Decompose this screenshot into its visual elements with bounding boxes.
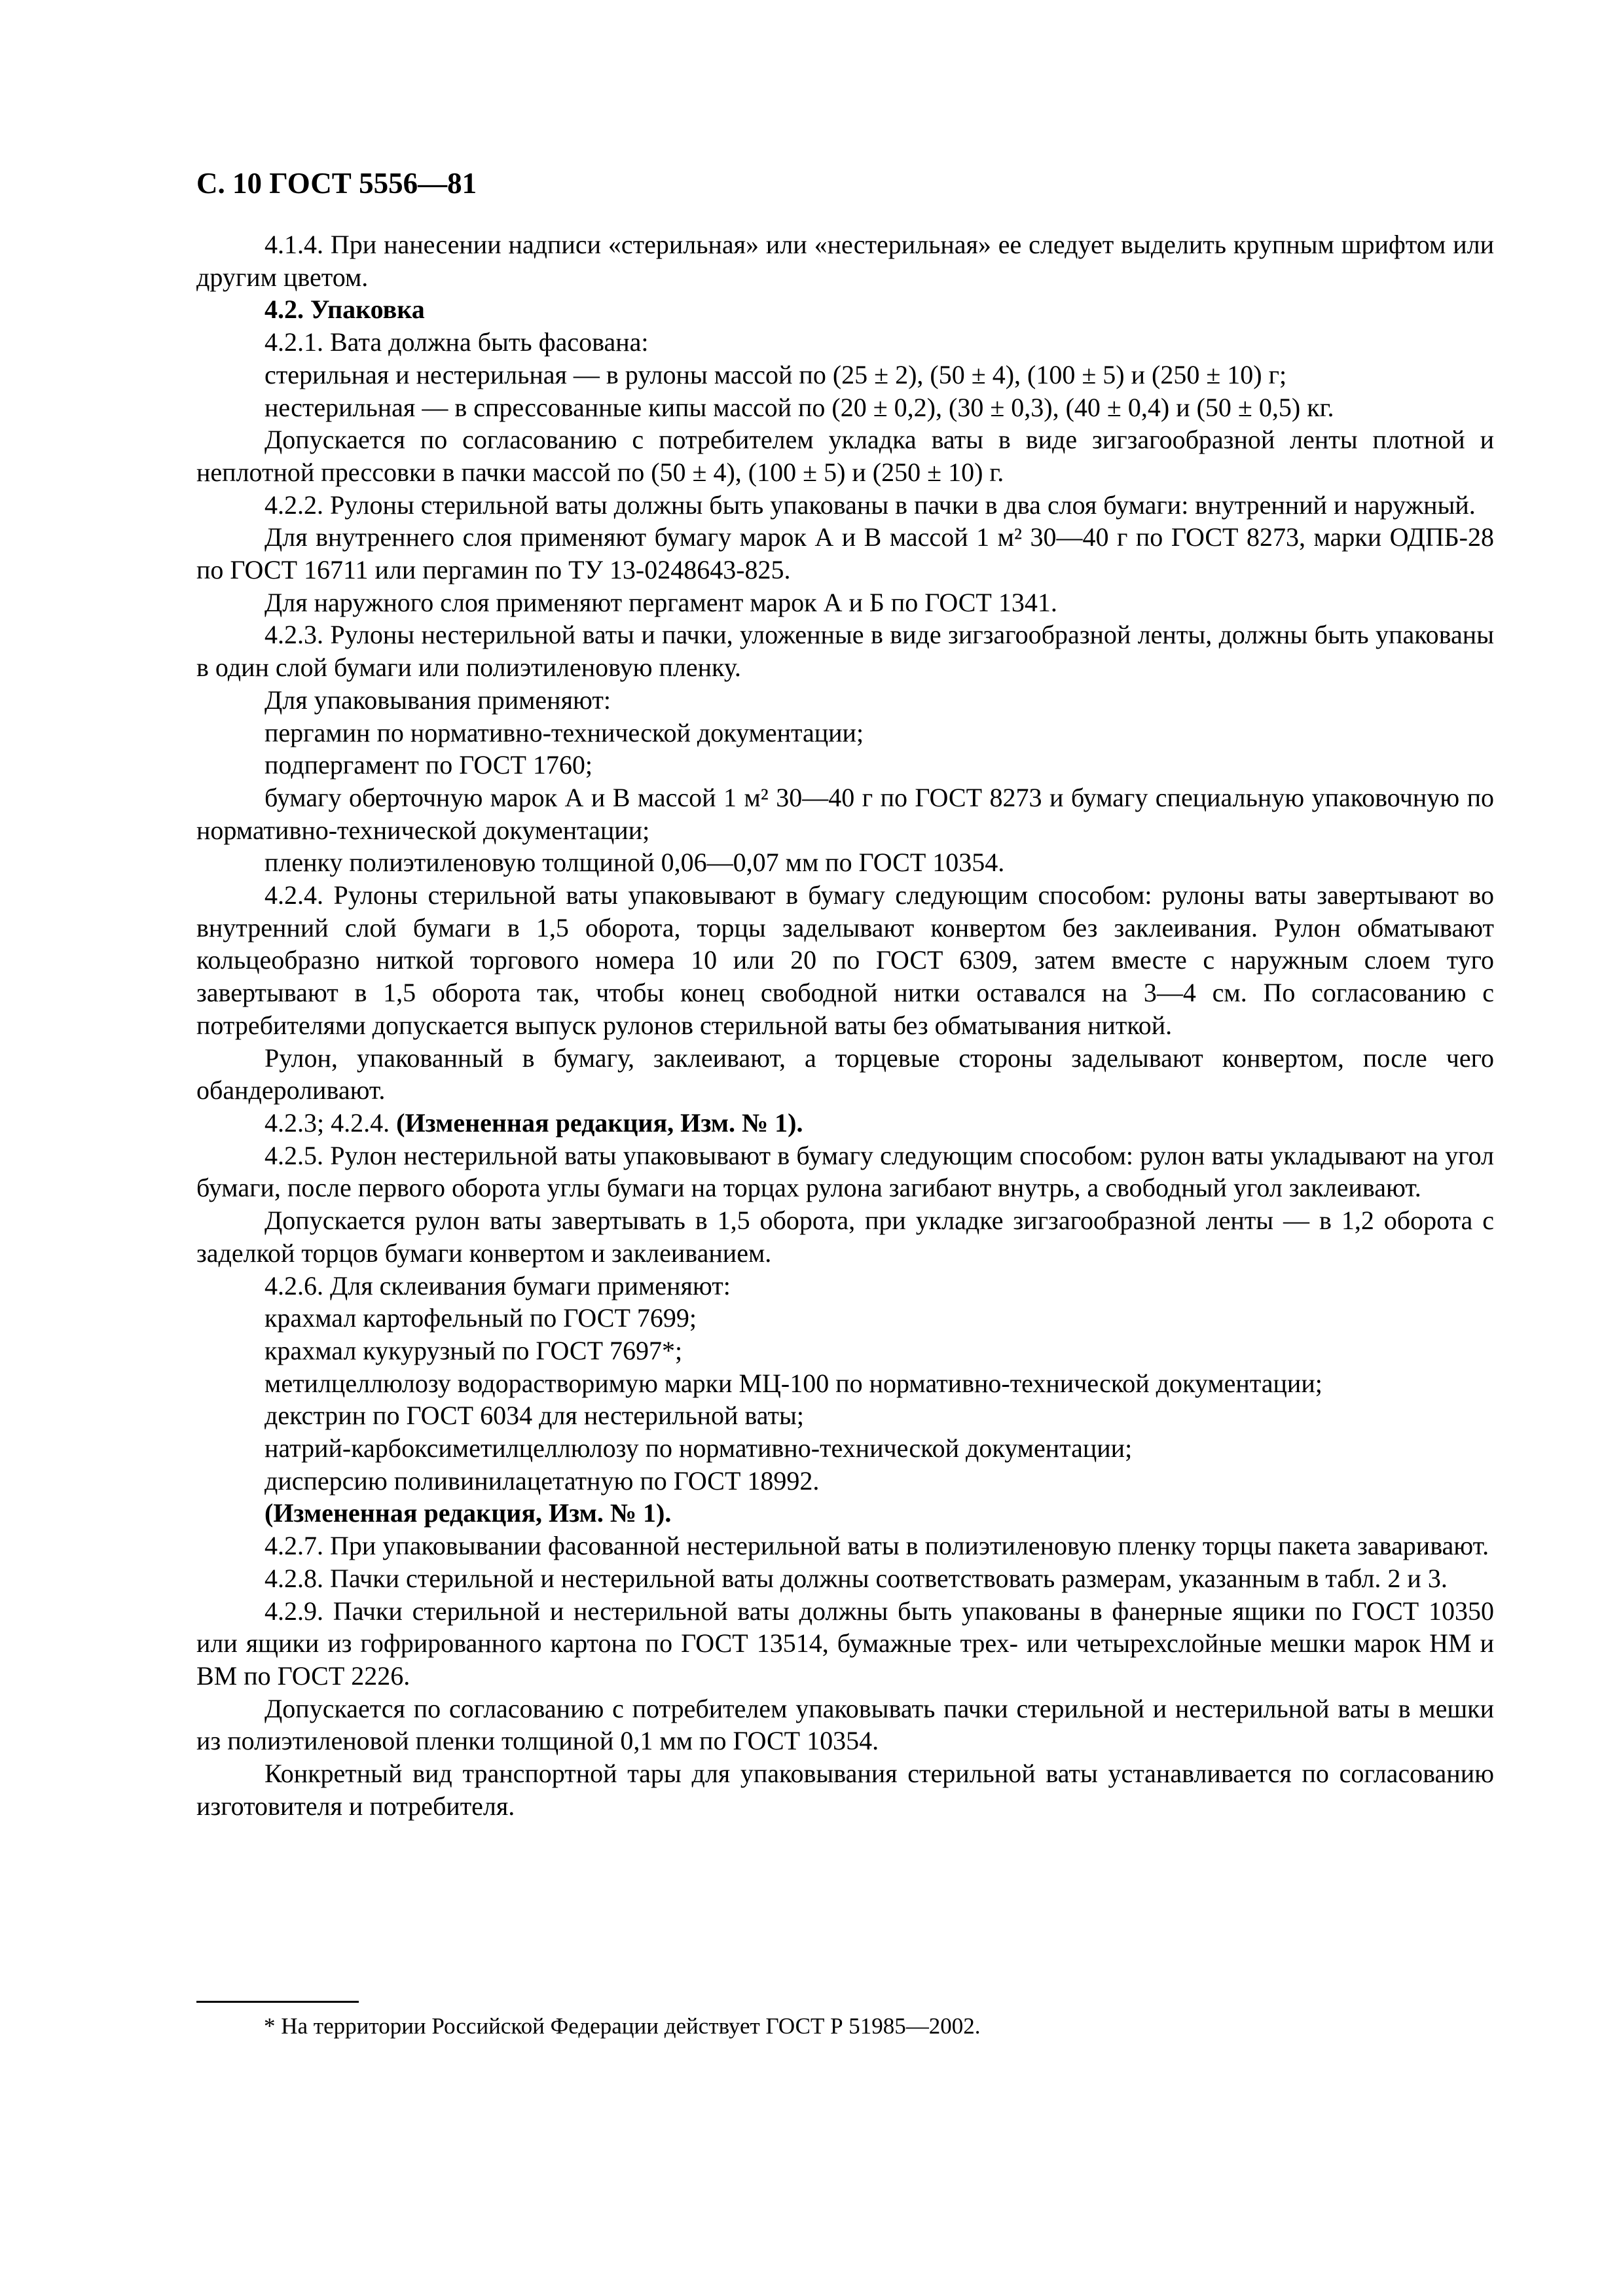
amendment-refs: 4.2.3; 4.2.4. bbox=[264, 1107, 390, 1138]
paragraph: Для упаковывания применяют: bbox=[264, 685, 611, 715]
paragraph-4-1-4: 4.1.4. При нанесении надписи «стерильная» или «нестерильная» ее следует выделить крупным шрифтом или другим цветом. bbox=[196, 230, 1494, 292]
footnote: * На территории Российской Федерации действует ГОСТ Р 51985—2002. bbox=[264, 2013, 981, 2039]
list-item: декстрин по ГОСТ 6034 для нестерильной ваты; bbox=[264, 1401, 804, 1431]
amendment-label: (Измененная редакция, Изм. № 1). bbox=[264, 1498, 672, 1528]
paragraph: Допускается по согласованию с потребителем укладка ваты в виде зигзагообразной ленты плотной и неплотной прессовки в пачки массой по (50 ± 4), (100 ± 5) и (250 ± 10) г. bbox=[196, 425, 1494, 487]
footnote-divider bbox=[196, 2001, 359, 2003]
paragraph: Конкретный вид транспортной тары для упаковывания стерильной ваты устанавливается по согласованию изготовителя и потребителя. bbox=[196, 1759, 1494, 1821]
paragraph-4-2-4: 4.2.4. Рулоны стерильной ваты упаковывают в бумагу следующим способом: рулоны ваты завертывают во внутренний слой бумаги в 1,5 оборота, торцы заделывают конвертом без заклеивания. Рулон обматывают кольцеобразно ниткой торгового номера 10 или 20 по ГОСТ 6309, затем вместе с наружным слоем туго завертывают в 1,5 оборота так, чтобы конец свободной нитки оставался на 3—4 см. По согласованию с потребителями допускается выпуск рулонов стерильной ваты без обматывания ниткой. bbox=[196, 880, 1494, 1040]
paragraph-4-2-1: 4.2.1. Вата должна быть фасована: bbox=[264, 327, 649, 357]
paragraph-4-2-6: 4.2.6. Для склеивания бумаги применяют: bbox=[264, 1270, 731, 1300]
paragraph-4-2-2: 4.2.2. Рулоны стерильной ваты должны быть упакованы в пачки в два слоя бумаги: внутренний и наружный. bbox=[264, 490, 1476, 520]
paragraph-4-2-8: 4.2.8. Пачки стерильной и нестерильной ваты должны соответствовать размерам, указанным в табл. 2 и 3. bbox=[264, 1563, 1448, 1593]
list-item: дисперсию поливинилацетатную по ГОСТ 18992. bbox=[264, 1465, 820, 1496]
paragraph: Допускается рулон ваты завертывать в 1,5 оборота, при укладке зигзагообразной ленты — в 1,2 оборота с заделкой торцов бумаги конвертом и заклеиванием. bbox=[196, 1206, 1494, 1268]
list-item: крахмал картофельный по ГОСТ 7699; bbox=[264, 1303, 697, 1333]
list-item: стерильная и нестерильная — в рулоны массой по (25 ± 2), (50 ± 4), (100 ± 5) и (250 ± 10) г; bbox=[264, 359, 1287, 389]
section-heading-4-2: 4.2. Упаковка bbox=[264, 295, 425, 325]
list-item: пергамин по нормативно-технической документации; bbox=[264, 717, 864, 747]
list-item: бумагу оберточную марок А и В массой 1 м² 30—40 г по ГОСТ 8273 и бумагу специальную упаковочную по нормативно-технической документации; bbox=[196, 782, 1494, 845]
paragraph-4-2-9: 4.2.9. Пачки стерильной и нестерильной ваты должны быть упакованы в фанерные ящики по ГОСТ 10350 или ящики из гофрированного картона по ГОСТ 13514, бумажные трех- или четырехслойные мешки марок НМ и ВМ по ГОСТ 2226. bbox=[196, 1596, 1494, 1691]
paragraph: Рулон, упакованный в бумагу, заклеивают, а торцевые стороны заделывают конвертом, после чего обандероливают. bbox=[196, 1043, 1494, 1105]
list-item: нестерильная — в спрессованные кипы массой по (20 ± 0,2), (30 ± 0,3), (40 ± 0,4) и (50 ± 0,5) кг. bbox=[264, 392, 1334, 422]
paragraph-4-2-7: 4.2.7. При упаковывании фасованной нестерильной ваты в полиэтиленовую пленку торцы пакета заваривают. bbox=[264, 1531, 1489, 1561]
list-item: подпергамент по ГОСТ 1760; bbox=[264, 750, 593, 780]
paragraph: Для внутреннего слоя применяют бумагу марок А и В массой 1 м² 30—40 г по ГОСТ 8273, марки ОДПБ-28 по ГОСТ 16711 или пергамин по ТУ 13-0248643-825. bbox=[196, 522, 1494, 585]
list-item: пленку полиэтиленовую толщиной 0,06—0,07 мм по ГОСТ 10354. bbox=[264, 848, 1005, 878]
amendment-label: (Измененная редакция, Изм. № 1). bbox=[396, 1107, 803, 1138]
document-body bbox=[196, 228, 1494, 1822]
paragraph-4-2-3: 4.2.3. Рулоны нестерильной ваты и пачки, уложенные в виде зигзагообразной ленты, должны быть упакованы в один слой бумаги или полиэтиленовую пленку. bbox=[196, 620, 1494, 683]
paragraph: Допускается по согласованию с потребителем упаковывать пачки стерильной и нестерильной ваты в мешки из полиэтиленовой пленки толщиной 0,1 мм по ГОСТ 10354. bbox=[196, 1693, 1494, 1756]
list-item: метилцеллюлозу водорастворимую марки МЦ-100 по нормативно-технической документации; bbox=[264, 1368, 1322, 1398]
paragraph-4-2-5: 4.2.5. Рулон нестерильной ваты упаковывают в бумагу следующим способом: рулон ваты укладывают на угол бумаги, после первого оборота углы бумаги на торцах рулона загибают внутрь, а свободный угол заклеивают. bbox=[196, 1140, 1494, 1203]
paragraph: Для наружного слоя применяют пергамент марок А и Б по ГОСТ 1341. bbox=[264, 587, 1057, 617]
page-header: С. 10 ГОСТ 5556—81 bbox=[196, 167, 477, 200]
list-item: натрий-карбоксиметилцеллюлозу по нормативно-технической документации; bbox=[264, 1433, 1133, 1463]
amendment-note bbox=[196, 1107, 1494, 1139]
list-item: крахмал кукурузный по ГОСТ 7697*; bbox=[264, 1335, 683, 1365]
